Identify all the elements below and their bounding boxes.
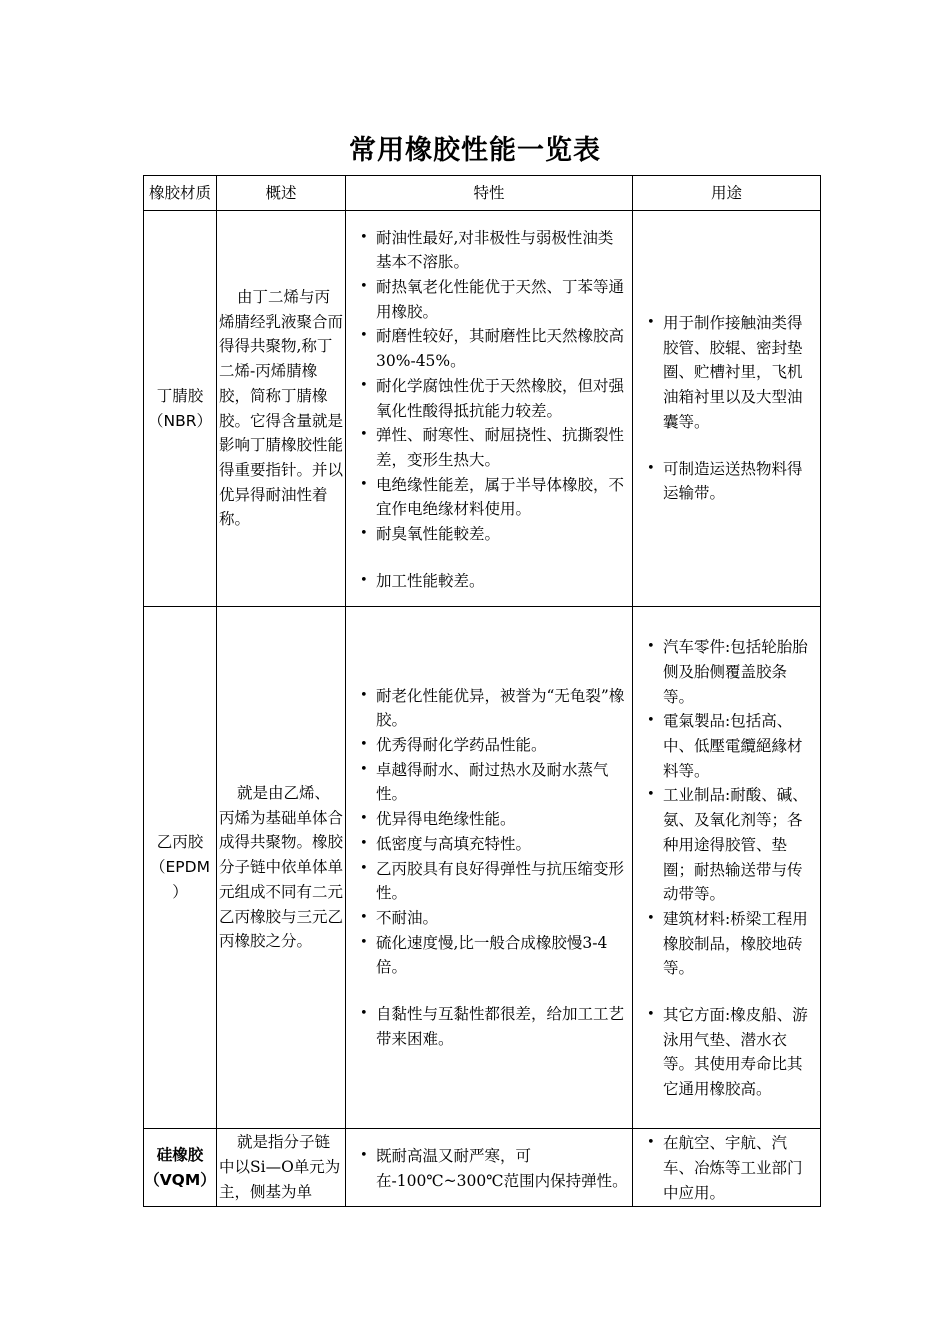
list-item: • 其它方面:橡皮船、游泳用气垫、潜水衣等。其使用寿命比其它通用橡胶高。 <box>633 1003 820 1102</box>
list-item: • 可制造运送热物料得运输带。 <box>633 457 820 506</box>
material-name-cell <box>144 607 217 1129</box>
list-item: • 工业制品:耐酸、碱、氨、及氧化剂等；各种用途得胶管、垫圈；耐热输送带与传动带等。 <box>633 783 820 907</box>
uses-list <box>633 311 820 506</box>
material-name: 丁腈胶 <box>156 386 204 405</box>
material-name: 乙丙胶 <box>156 833 204 852</box>
uses-cell <box>633 1129 821 1207</box>
list-item: • 自黏性与互黏性都很差，给加工工艺带来困难。 <box>346 1002 632 1051</box>
properties-cell <box>346 607 633 1129</box>
list-item: • 弹性、耐寒性、耐屈挠性、抗撕裂性差，变形生热大。 <box>346 423 632 472</box>
table-header-row <box>144 176 821 211</box>
list-item: • 耐老化性能优异，被誉为“无龟裂”橡胶。 <box>346 684 632 733</box>
list-item: • 耐臭氧性能較差。 <box>346 522 632 547</box>
list-item: • 优秀得耐化学药品性能。 <box>346 733 632 758</box>
list-item: • 在航空、宇航、汽车、冶炼等工业部门中应用。 <box>633 1131 820 1205</box>
list-item: • 卓越得耐水、耐过热水及耐水蒸气性。 <box>346 758 632 807</box>
list-item: • 加工性能較差。 <box>346 569 632 594</box>
header-material: 橡胶材质 <box>144 176 217 211</box>
list-item: • 既耐高温又耐严寒，可在-100℃~300℃范围内保持弹性。 <box>346 1144 632 1193</box>
material-code: （VQM） <box>144 1170 216 1189</box>
uses-cell <box>633 211 821 607</box>
table-row <box>144 1129 821 1207</box>
list-item: • 耐磨性较好，其耐磨性比天然橡胶高30%-45%。 <box>346 324 632 373</box>
list-item: • 耐热氧老化性能优于天然、丁苯等通用橡胶。 <box>346 275 632 324</box>
properties-list <box>346 684 632 1052</box>
uses-list <box>633 633 820 1102</box>
rubber-table <box>143 175 821 1207</box>
list-item: • 汽车零件:包括轮胎胎侧及胎侧覆盖胶条等。 <box>633 635 820 709</box>
material-code-close: ） <box>172 882 188 901</box>
list-item: • 硫化速度慢,比一般合成橡胶慢3-4倍。 <box>346 931 632 980</box>
list-item: • 低密度与高填充特性。 <box>346 832 632 857</box>
uses-list <box>633 1129 820 1205</box>
header-properties: 特性 <box>346 176 633 211</box>
material-name: 硅橡胶 <box>156 1145 204 1164</box>
list-item: • 耐油性最好,对非极性与弱极性油类基本不溶胀。 <box>346 226 632 275</box>
overview-cell: 就是指分子链中以Si—O单元为主，侧基为单 <box>217 1129 346 1207</box>
header-uses: 用途 <box>633 176 821 211</box>
properties-cell <box>346 211 633 607</box>
material-code: （EPDM <box>150 858 210 877</box>
list-item: • 電氣製品:包括高、中、低壓電纜絕緣材料等。 <box>633 709 820 783</box>
material-name-cell <box>144 211 217 607</box>
material-name-cell <box>144 1129 217 1207</box>
header-overview: 概述 <box>217 176 346 211</box>
list-item: • 电绝缘性能差，属于半导体橡胶，不宜作电绝缘材料使用。 <box>346 473 632 522</box>
table-row <box>144 211 821 607</box>
page-title: 常用橡胶性能一览表 <box>349 135 601 166</box>
material-code: （NBR） <box>148 411 212 430</box>
list-item: • 乙丙胶具有良好得弹性与抗压缩变形性。 <box>346 857 632 906</box>
list-item: • 建筑材料:桥梁工程用橡胶制品，橡胶地砖等。 <box>633 907 820 981</box>
table-row <box>144 607 821 1129</box>
overview-cell: 就是由乙烯、丙烯为基础单体合成得共聚物。橡胶分子链中依单体单元组成不同有二元乙丙橡胶与三元乙丙橡胶之分。 <box>217 607 346 1129</box>
properties-list <box>346 224 632 594</box>
overview-cell: 由丁二烯与丙烯腈经乳液聚合而得得共聚物,称丁二烯-丙烯腈橡胶，简称丁腈橡胶。它得含量就是影响丁腈橡胶性能得重要指针。并以优异得耐油性着称。 <box>217 211 346 607</box>
list-item: • 耐化学腐蚀性优于天然橡胶，但对强氧化性酸得抵抗能力较差。 <box>346 374 632 423</box>
uses-cell <box>633 607 821 1129</box>
list-item: • 优异得电绝缘性能。 <box>346 807 632 832</box>
list-item: • 不耐油。 <box>346 906 632 931</box>
properties-cell <box>346 1129 633 1207</box>
list-item: • 用于制作接触油类得胶管、胶辊、密封垫圈、贮槽衬里，飞机油箱衬里以及大型油囊等。 <box>633 311 820 435</box>
properties-list <box>346 1142 632 1193</box>
